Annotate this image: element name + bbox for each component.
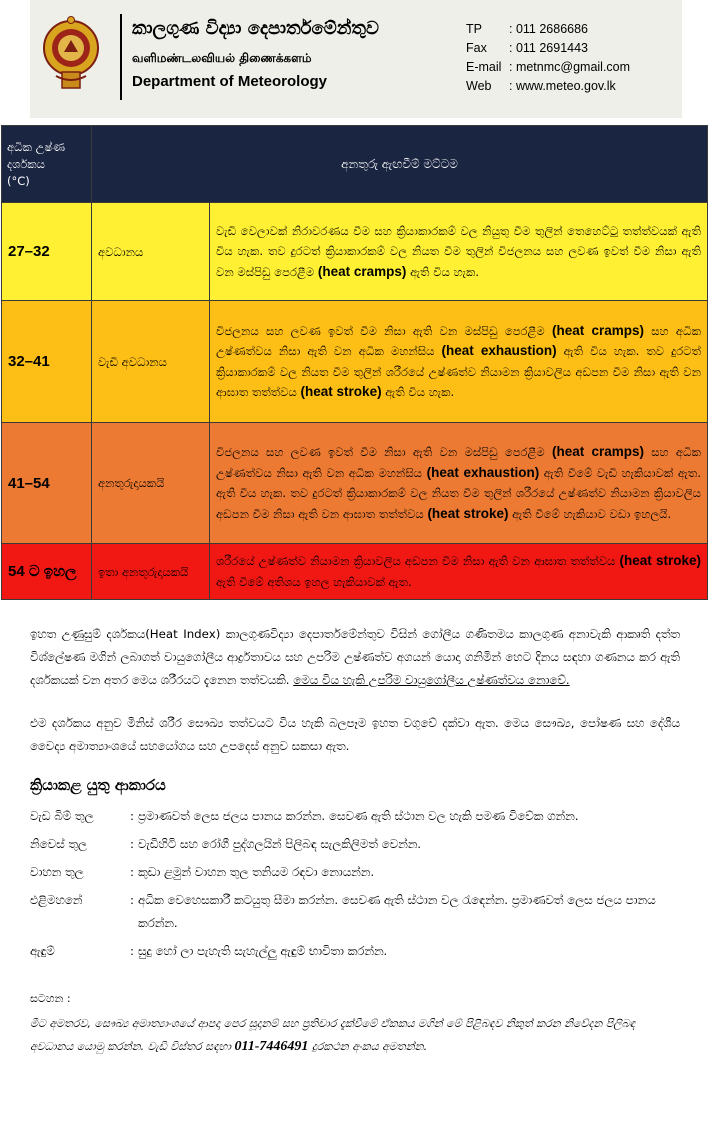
table-row (2, 544, 708, 600)
department-title-tamil: வளிமண்டலவியல் திணைக்களம் (132, 51, 312, 65)
table-header-row (2, 126, 708, 203)
level-cell: අවධානය (92, 203, 210, 301)
level-cell: ඉතා අනතුරුදායකයි (92, 544, 210, 600)
actions-list (30, 805, 680, 968)
disclaimer-underlined: මෙය විය හැකි උපරිම වායුගෝලීය උෂ්ණත්වය නොවේ. (293, 673, 570, 687)
actions-heading: ක්‍රියාකළ යුතු ආකාරය (30, 776, 166, 794)
heat-index-explanation: ඉහත උණුසුම් දර්ශකය(Heat Index) කාලගුණවිද්‍යා දෙපාර්තමේන්තුව විසින් ගෝලීය ගණිතමය කාලගුණ අනාවැකි ආකෘති දත්ත විශ්ලේෂණ මගින් ලබාගත් වායුගෝලීය ආර්ද්‍රතාවය සහ උපරිම උෂ්ණත්ව අගයන් යොදා ගනිමින් හෙට දිනය සඳහා ගණනය කර ඇති දර්ශකයක් වන අතර මෙය ශරීරයට දැනෙන තත්වයකි. මෙය විය හැකි උපරිම වායුගෝලීය උෂ්ණත්වය නොවේ. (30, 627, 680, 687)
list-item: එළිමහනේ : අධික වෙහෙසකාරී කටයුතු සීමා කරන්න. සෙවණ ඇති ස්ථාන වල රැඳෙන්න. ප්‍රමාණවත් ලෙස ජලය පානය කරන්න. (30, 893, 656, 930)
range-cell: 54 ට ඉහල (2, 544, 92, 600)
letterhead (30, 0, 682, 118)
note-text: මීට අමතරව, සෞඛ්‍ය අමාත්‍යාංශයේ ආපදා පෙර සූදානම් සහ ප්‍රතිචාර දැක්වීමේ ඒකකය මගින් මේ පිළිබඳව නිකුත් කරන නිවේදන පිලිබඳ අවධානය යොමු කරන්න. වැඩි විස්තර සඳහා 011-7446491 දුරකථන අංකය අමතන්න. (30, 1017, 636, 1054)
description-cell: ශරීරයේ උෂ්ණත්ව නියාමන ක්‍රියාවලිය අඩපන වීම නිසා ඇති වන ආඝාත තත්ත්වය (heat stroke) ඇති වීමේ අතිශය ඉහල හැකියාවක් ඇත. (210, 544, 708, 600)
contact-web[interactable]: Web : www.meteo.gov.lk (466, 79, 616, 93)
list-item: වාහන තුල : කුඩා ළමුන් වාහන තුල තනියම රඳවා නොයන්න. (30, 865, 375, 879)
contact-email[interactable]: E-mail : metnmc@gmail.com (466, 60, 631, 74)
range-cell: 27–32 (2, 203, 92, 301)
range-cell: 41–54 (2, 423, 92, 544)
contact-block (466, 20, 630, 96)
description-cell: විජලනය සහ ලවණ ඉවත් වීම නිසා ඇති වන මස්පිඩු පෙරළීම (heat cramps) සහ අධික උෂ්ණත්වය නිසා ඇති වන අධික මහන්සිය (heat exhaustion) ඇති විය හැක. තව දුරටත් ක්‍රියාකාරකම් වල නියත වීම තුලින් ශරීරයේ උෂ්ණත්ව නියාමන ක්‍රියාවලිය අඩපන වීම නිසා ඇති වන ආඝාත තත්ත්වය (heat stroke) ඇති විය හැක. (210, 301, 708, 423)
note-heading: සටහන : (30, 992, 71, 1005)
table-row (2, 423, 708, 544)
table-row (2, 301, 708, 423)
hotline-number[interactable]: 011-7446491 (234, 1039, 309, 1054)
col-header-heat-index: අධික උෂ්ණ දර්ශකය (°C) (2, 126, 92, 203)
level-cell: අනතුරුදායකයි (92, 423, 210, 544)
list-item: වැඩ බිම් තුල : ප්‍රමාණවත් ලෙස ජලය පානය කරන්න. සෙවණ ඇති ස්ථාන වල හැකි පමණ විවේක ගන්න. (30, 809, 579, 823)
list-item: නිවෙස් තුල : වැඩිහිටි සහ රෝගී පුද්ගලයින් පිලිබඳ සැලකිලිමත් වෙන්න. (30, 837, 422, 851)
sri-lanka-emblem-icon (42, 14, 100, 98)
table-row (2, 203, 708, 301)
contact-phone: TP : 011 2686686 (466, 22, 589, 36)
col-header-warning-level: අනතුරු ඇඟවීම් මට්ටම (92, 126, 708, 203)
header-divider (120, 14, 122, 100)
department-title-sinhala: කාලගුණ විද්‍යා දෙපාර්තමේන්තුව (132, 18, 379, 39)
health-impact-paragraph: එම දර්ශකය අනුව මිනිස් ශරීර සෞඛ්‍ය තත්වයට විය හැකි බලපෑම ඉහත වගුවේ දක්වා ඇත. මෙය සෞඛ්‍ය, පෝෂණ සහ දේශීය වෛද්‍ය අමාත්‍යාංශයේ සහයෝගය සහ උපදෙස් අනුව සකසා ඇත. (30, 716, 680, 753)
contact-fax: Fax : 011 2691443 (466, 41, 589, 55)
description-cell: විජලනය සහ ලවණ ඉවත් වීම නිසා ඇති වන මස්පිඩු පෙරළීම (heat cramps) සහ අධික උෂ්ණත්වය නිසා ඇති වන අධික මහන්සිය (heat exhaustion) ඇති වීමේ වැඩි හැකියාවක් ඇත. ඇති විය හැක. තව දුරටත් ක්‍රියාකාරකම් වල නියත වීම තුලින් ශරීරයේ උෂ්ණත්ව නියාමන ක්‍රියාවලිය අඩපන වීම නිසා ඇති වන ආඝාත තත්ත්වය (heat stroke) ඇති වීමේ හැකියාව වඩා ඉහලයි. (210, 423, 708, 544)
level-cell: වැඩි අවධානය (92, 301, 210, 423)
list-item: ඇඳුම් : සුදු හෝ ලා පැහැති සැහැල්ලු ඇඳුම් භාවිතා කරන්න. (30, 944, 388, 958)
heat-index-table (1, 125, 708, 600)
description-cell: වැඩි වෙලාවක් නිරාවරණය වීම සහ ක්‍රියාකාරකම් වල නියුතු වීම තුලින් තෙහෙට්ටු තත්ත්වයක් ඇති විය හැක. තව දුරටත් ක්‍රියාකාරකම් වල නියත වීම තුලින් විජලනය සහ ලවණ ඉවත් වීම නිසා ඇති වන මස්පිඩු පෙරළීම (heat cramps) ඇති විය හැක. (210, 203, 708, 301)
department-title-english: Department of Meteorology (132, 73, 328, 90)
range-cell: 32–41 (2, 301, 92, 423)
